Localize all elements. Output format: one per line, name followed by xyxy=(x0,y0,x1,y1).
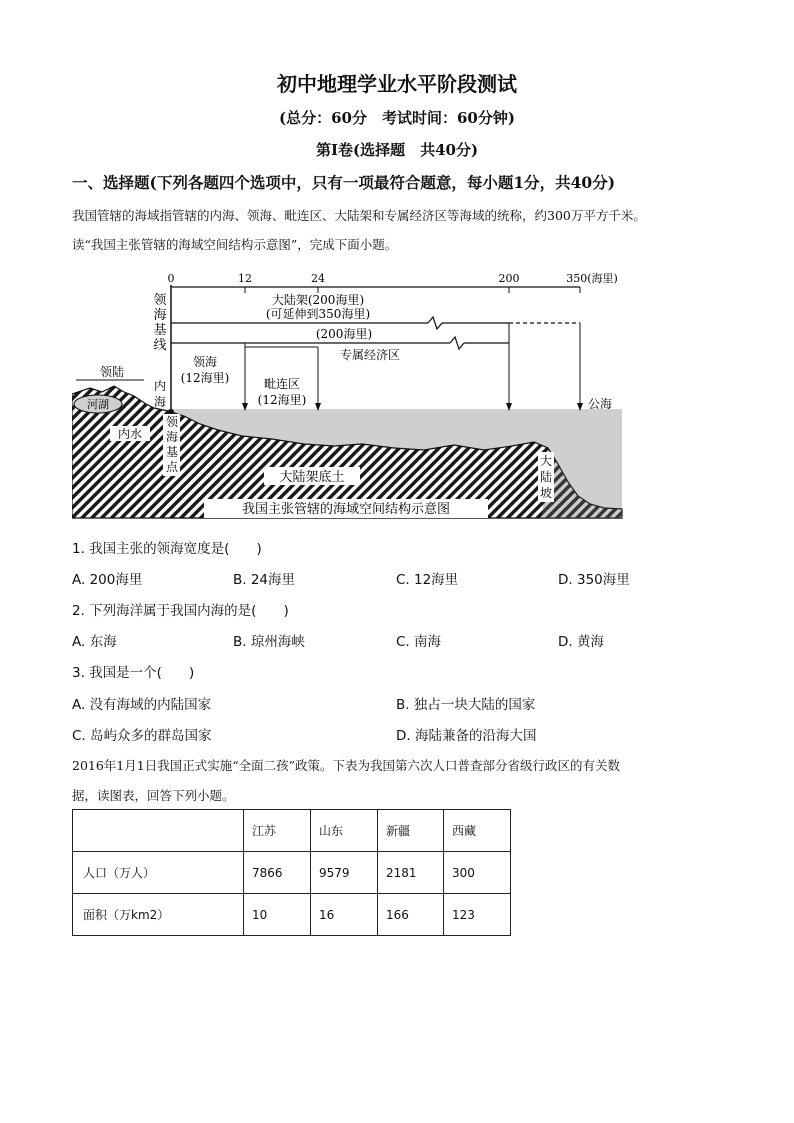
territorial-sea-label: 领海 xyxy=(192,355,218,369)
svg-text:坡: 坡 xyxy=(539,486,553,500)
shelf-soil-label: 大陆架底土 xyxy=(279,470,345,485)
table-cell: 16 xyxy=(311,894,378,936)
eez-width-label: (200海里) xyxy=(315,327,373,341)
table-header-cell: 江苏 xyxy=(244,810,311,852)
lake-label: 河湖 xyxy=(87,398,109,411)
land-label: 领陆 xyxy=(99,365,125,379)
svg-text:基: 基 xyxy=(165,445,179,459)
inner-sea-label: 内 xyxy=(153,379,167,393)
baseline-label: 领 xyxy=(153,293,167,308)
answer-option[interactable]: D. 海陆兼备的沿海大国 xyxy=(396,728,537,744)
answer-option[interactable]: B. 独占一块大陆的国家 xyxy=(396,697,536,713)
svg-text:海: 海 xyxy=(153,395,167,409)
intro-paragraph-line: 读“我国主张管辖的海域空间结构示意图”，完成下面小题。 xyxy=(72,237,398,252)
figure-caption: 我国主张管辖的海域空间结构示意图 xyxy=(241,502,451,517)
table-cell: 10 xyxy=(244,894,311,936)
shelf-extension-label: (可延伸到350海里) xyxy=(265,307,371,321)
shelf-label: 大陆架(200海里) xyxy=(271,293,365,307)
contiguous-zone-width: (12海里) xyxy=(257,393,307,407)
intro-paragraph-line: 据，读图表，回答下列小题。 xyxy=(72,788,235,803)
table-header-cell: 山东 xyxy=(311,810,378,852)
scale-label: 12 xyxy=(238,272,252,285)
maritime-zones-figure xyxy=(72,268,624,520)
table-cell: 人口（万人） xyxy=(73,852,244,894)
answer-option[interactable]: C. 岛屿众多的群岛国家 xyxy=(72,728,212,744)
table-cell: 166 xyxy=(378,894,444,936)
table-cell: 9579 xyxy=(311,852,378,894)
answer-option[interactable]: B. 24海里 xyxy=(233,572,296,588)
scale-label: 200 xyxy=(498,272,520,285)
svg-text:陆: 陆 xyxy=(539,470,553,484)
table-header-cell xyxy=(73,810,244,852)
svg-text:点: 点 xyxy=(165,460,179,474)
territorial-sea-width: (12海里) xyxy=(180,371,230,385)
volume-heading: 第Ⅰ卷(选择题 共40分) xyxy=(315,141,479,159)
intro-paragraph-line: 我国管辖的海域指管辖的内海、领海、毗连区、大陆架和专属经济区等海域的统称，约300万平方千米。 xyxy=(72,208,646,223)
question-stem: 2. 下列海洋属于我国内海的是( ) xyxy=(72,603,289,619)
answer-option[interactable]: B. 琼州海峡 xyxy=(233,634,305,650)
slope-label: 大 xyxy=(539,454,553,468)
answer-option[interactable]: C. 12海里 xyxy=(396,572,459,588)
question-stem: 3. 我国是一个( ) xyxy=(72,665,195,681)
svg-text:线: 线 xyxy=(153,338,167,353)
population-table xyxy=(72,809,511,936)
scale-label: 24 xyxy=(311,272,325,285)
table-cell: 123 xyxy=(444,894,511,936)
answer-option[interactable]: A. 没有海域的内陆国家 xyxy=(72,697,212,713)
exam-info: (总分：60分 考试时间：60分钟) xyxy=(279,109,515,127)
scale-label: 350(海里) xyxy=(566,272,618,285)
answer-option[interactable]: A. 东海 xyxy=(72,634,117,650)
answer-option[interactable]: D. 黄海 xyxy=(558,634,604,650)
contiguous-zone-label: 毗连区 xyxy=(263,377,301,391)
svg-text:海: 海 xyxy=(165,430,179,444)
table-cell: 7866 xyxy=(244,852,311,894)
intro-paragraph-line: 2016年1月1日我国正式实施“全面二孩”政策。下表为我国第六次人口普查部分省级行政区的有关数 xyxy=(72,758,620,773)
table-cell: 2181 xyxy=(378,852,444,894)
eez-label: 专属经济区 xyxy=(339,348,401,362)
table-header-cell: 新疆 xyxy=(378,810,444,852)
question-stem: 1. 我国主张的领海宽度是( ) xyxy=(72,541,262,557)
answer-option[interactable]: D. 350海里 xyxy=(558,572,630,588)
page-title: 初中地理学业水平阶段测试 xyxy=(277,72,517,96)
answer-option[interactable]: A. 200海里 xyxy=(72,572,143,588)
inner-water-label: 内水 xyxy=(117,427,143,441)
section-heading: 一、选择题(下列各题四个选项中，只有一项最符合题意，每小题1分，共40分) xyxy=(72,173,616,192)
high-seas-label: 公海 xyxy=(587,397,613,411)
table-row xyxy=(73,852,511,894)
table-header-cell: 西藏 xyxy=(444,810,511,852)
table-cell: 面积（万km2） xyxy=(73,894,244,936)
table-cell: 300 xyxy=(444,852,511,894)
answer-option[interactable]: C. 南海 xyxy=(396,634,442,650)
table-header-row xyxy=(73,810,511,852)
scale-label: 0 xyxy=(167,272,175,285)
svg-text:海: 海 xyxy=(153,308,167,323)
table-row xyxy=(73,894,511,936)
baseline-point-label: 领 xyxy=(165,415,179,429)
svg-text:基: 基 xyxy=(153,323,167,338)
